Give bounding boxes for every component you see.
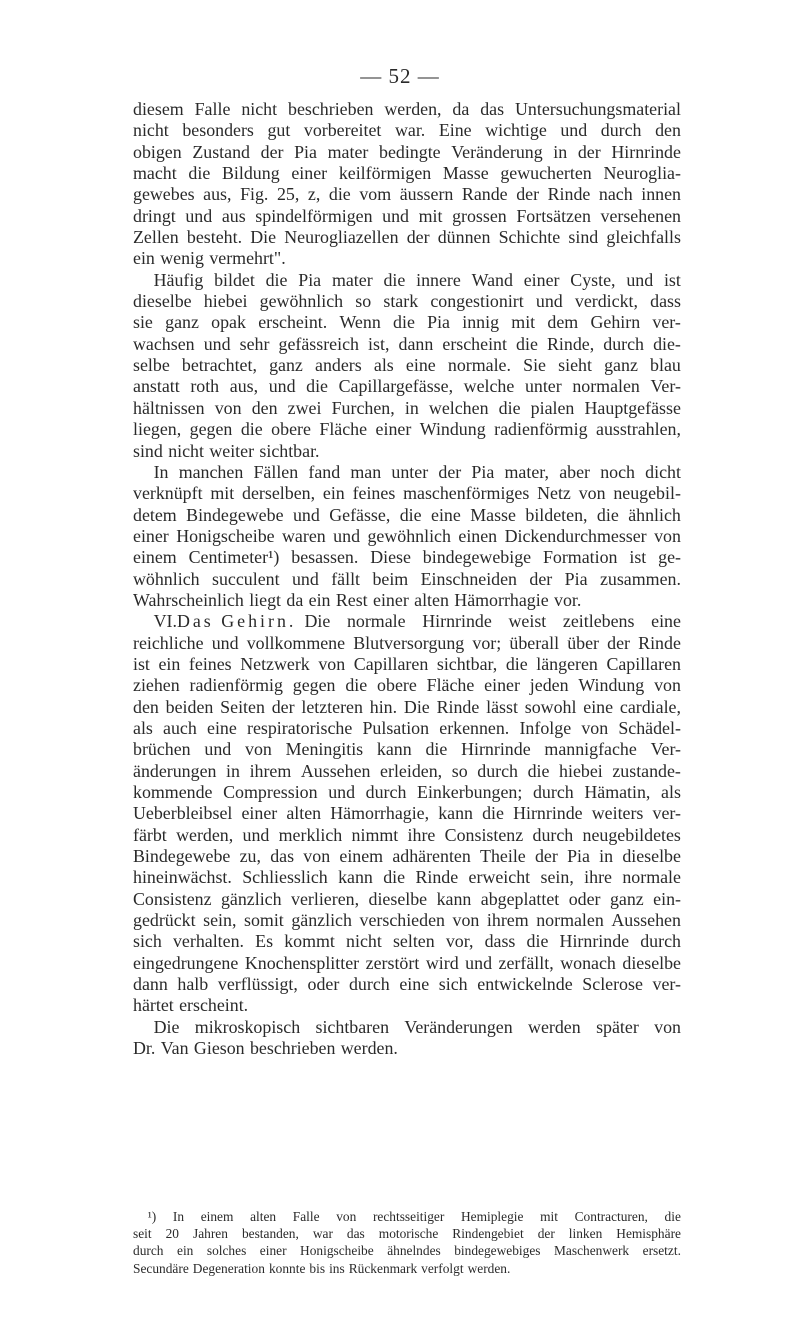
footnote-line: Secundäre Degeneration konnte bis ins Rückenmark verfolgt werden.: [133, 1260, 511, 1276]
paragraph-line: obigen Zustand der Pia mater bedingte Veränderung in der Hirnrinde: [133, 141, 681, 162]
paragraph-line: ist ein feines Netzwerk von Capillaren sichtbar, die längeren Capillaren: [133, 653, 681, 674]
footnote-line: seit 20 Jahren bestanden, war das motorische Rindengebiet der linken Hemisphäre: [133, 1226, 681, 1242]
paragraph-line: einer Honigscheibe waren und gewöhnlich einen Dickendurchmesser von: [133, 525, 681, 546]
paragraph-line: Dr. Van Gieson beschrieben werden.: [133, 1038, 398, 1059]
section-number: VI.: [153, 611, 177, 632]
paragraph-line: Bindegewebe zu, das von einem adhärenten Theile der Pia in dieselbe: [133, 846, 681, 867]
paragraph-line: reichliche und vollkommene Blutversorgung vor; überall über der Rinde: [133, 632, 681, 653]
paragraph-line: diesem Falle nicht beschrieben werden, da das Untersuchungsmaterial: [133, 99, 681, 119]
paragraph-line: änderungen in ihrem Aussehen erleiden, so durch die hiebei zustande-: [133, 760, 681, 781]
paragraph-line: hältnissen von den zwei Furchen, in welchen die pialen Hauptgefässe: [133, 397, 681, 418]
paragraph-line: liegen, gegen die obere Fläche einer Windung radienförmig ausstrahlen,: [133, 419, 681, 440]
paragraph-line: als auch eine respiratorische Pulsation erkennen. Infolge von Schädel-: [133, 717, 681, 738]
paragraph-line: ziehen radienförmig gegen die obere Fläche einer jeden Windung von: [133, 675, 681, 696]
paragraph-line: anstatt roth aus, und die Capillargefässe, welche unter normalen Ver-: [133, 376, 681, 397]
paragraph-line: den beiden Seiten der letzteren hin. Die Rinde lässt sowohl eine cardiale,: [133, 696, 681, 717]
footnote: [133, 1208, 681, 1277]
paragraph-line: eingedrungene Knochensplitter zerstört wird und zerfällt, wonach dieselbe: [133, 952, 681, 973]
paragraph-line: wöhnlich succulent und fällt beim Einschneiden der Pia zusammen.: [133, 568, 681, 589]
paragraph-line: detem Bindegewebe und Gefässe, die eine Masse bildeten, die ähnlich: [133, 504, 681, 525]
paragraph-line: hineinwächst. Schliesslich kann die Rinde erweicht sein, ihre normale: [133, 867, 681, 888]
paragraph-line: gedrückt sein, somit gänzlich verschieden von ihrem normalen Aussehen: [133, 910, 681, 931]
paragraph-line: dieselbe hiebei gewöhnlich so stark congestionirt und verdickt, dass: [133, 291, 681, 312]
paragraph-line: härtet erscheint.: [133, 995, 249, 1016]
paragraph-line: dringt und aus spindelförmigen und mit grossen Fortsätzen versehenen: [133, 205, 681, 226]
footnote-line: ¹) In einem alten Falle von rechtsseitiger Hemiplegie mit Contracturen, die: [147, 1209, 681, 1224]
paragraph-line: einem Centimeter¹) besassen. Diese bindegewebige Formation ist ge-: [133, 547, 681, 568]
section-first-line: Die normale Hirnrinde weist zeitlebens eine: [304, 611, 681, 632]
paragraph-line: In manchen Fällen fand man unter der Pia mater, aber noch dicht: [153, 461, 681, 482]
paragraph-line: sind nicht weiter sichtbar.: [133, 440, 320, 461]
footnote-line: durch ein solches einer Honigscheibe ähnelndes bindegewebiges Maschenwerk ersetzt.: [133, 1243, 681, 1259]
section-heading-line: [133, 611, 681, 632]
paragraph-line: Zellen besteht. Die Neurogliazellen der dünnen Schichte sind gleichfalls: [133, 227, 681, 248]
paragraph-line: kommende Compression und durch Einkerbungen; durch Hämatin, als: [133, 782, 681, 802]
paragraph-line: sich verhalten. Es kommt nicht selten vor, dass die Hirnrinde durch: [133, 931, 681, 952]
paragraph-line: verknüpft mit derselben, ein feines maschenförmiges Netz von neugebil-: [133, 483, 681, 504]
paragraph-line: dann halb verflüssigt, oder durch eine sich entwickelnde Sclerose ver-: [133, 974, 681, 995]
paragraph-line: Häufig bildet die Pia mater die innere Wand einer Cyste, und ist: [153, 269, 681, 290]
paragraph-line: färbt werden, und merklich nimmt ihre Consistenz durch neugebildetes: [133, 824, 681, 845]
paragraph-line: sie ganz opak erscheint. Wenn die Pia innig mit dem Gehirn ver-: [133, 312, 681, 333]
paragraph-line: nicht besonders gut vorbereitet war. Eine wichtige und durch den: [133, 120, 681, 141]
page-number: — 52 —: [360, 64, 440, 88]
paragraph-line: selbe betrachtet, ganz anders als eine normale. Sie sieht ganz blau: [133, 355, 681, 376]
paragraph-line: wachsen und sehr gefässreich ist, dann erscheint die Rinde, durch die-: [133, 333, 681, 354]
section-title: Das Gehirn.: [176, 611, 297, 632]
paragraph-line: Wahrscheinlich liegt da ein Rest einer alten Hämorrhagie vor.: [133, 589, 582, 610]
paragraph-line: Die mikroskopisch sichtbaren Veränderungen werden später von: [153, 1016, 681, 1037]
paragraph-line: Ueberbleibsel einer alten Hämorrhagie, kann die Hirnrinde weiters ver-: [133, 803, 681, 824]
body-text: [133, 99, 681, 1059]
paragraph-line: macht die Bildung einer keilförmigen Masse gewucherten Neuroglia-: [133, 163, 681, 184]
paragraph-line: ein wenig vermehrt".: [133, 248, 286, 269]
paragraph-line: gewebes aus, Fig. 25, z, die vom äussern Rande der Rinde nach innen: [133, 184, 681, 205]
paragraph-line: brüchen und von Meningitis kann die Hirnrinde mannigfache Ver-: [133, 739, 681, 760]
paragraph-line: Consistenz gänzlich verlieren, dieselbe kann abgeplattet oder ganz ein-: [133, 888, 681, 909]
